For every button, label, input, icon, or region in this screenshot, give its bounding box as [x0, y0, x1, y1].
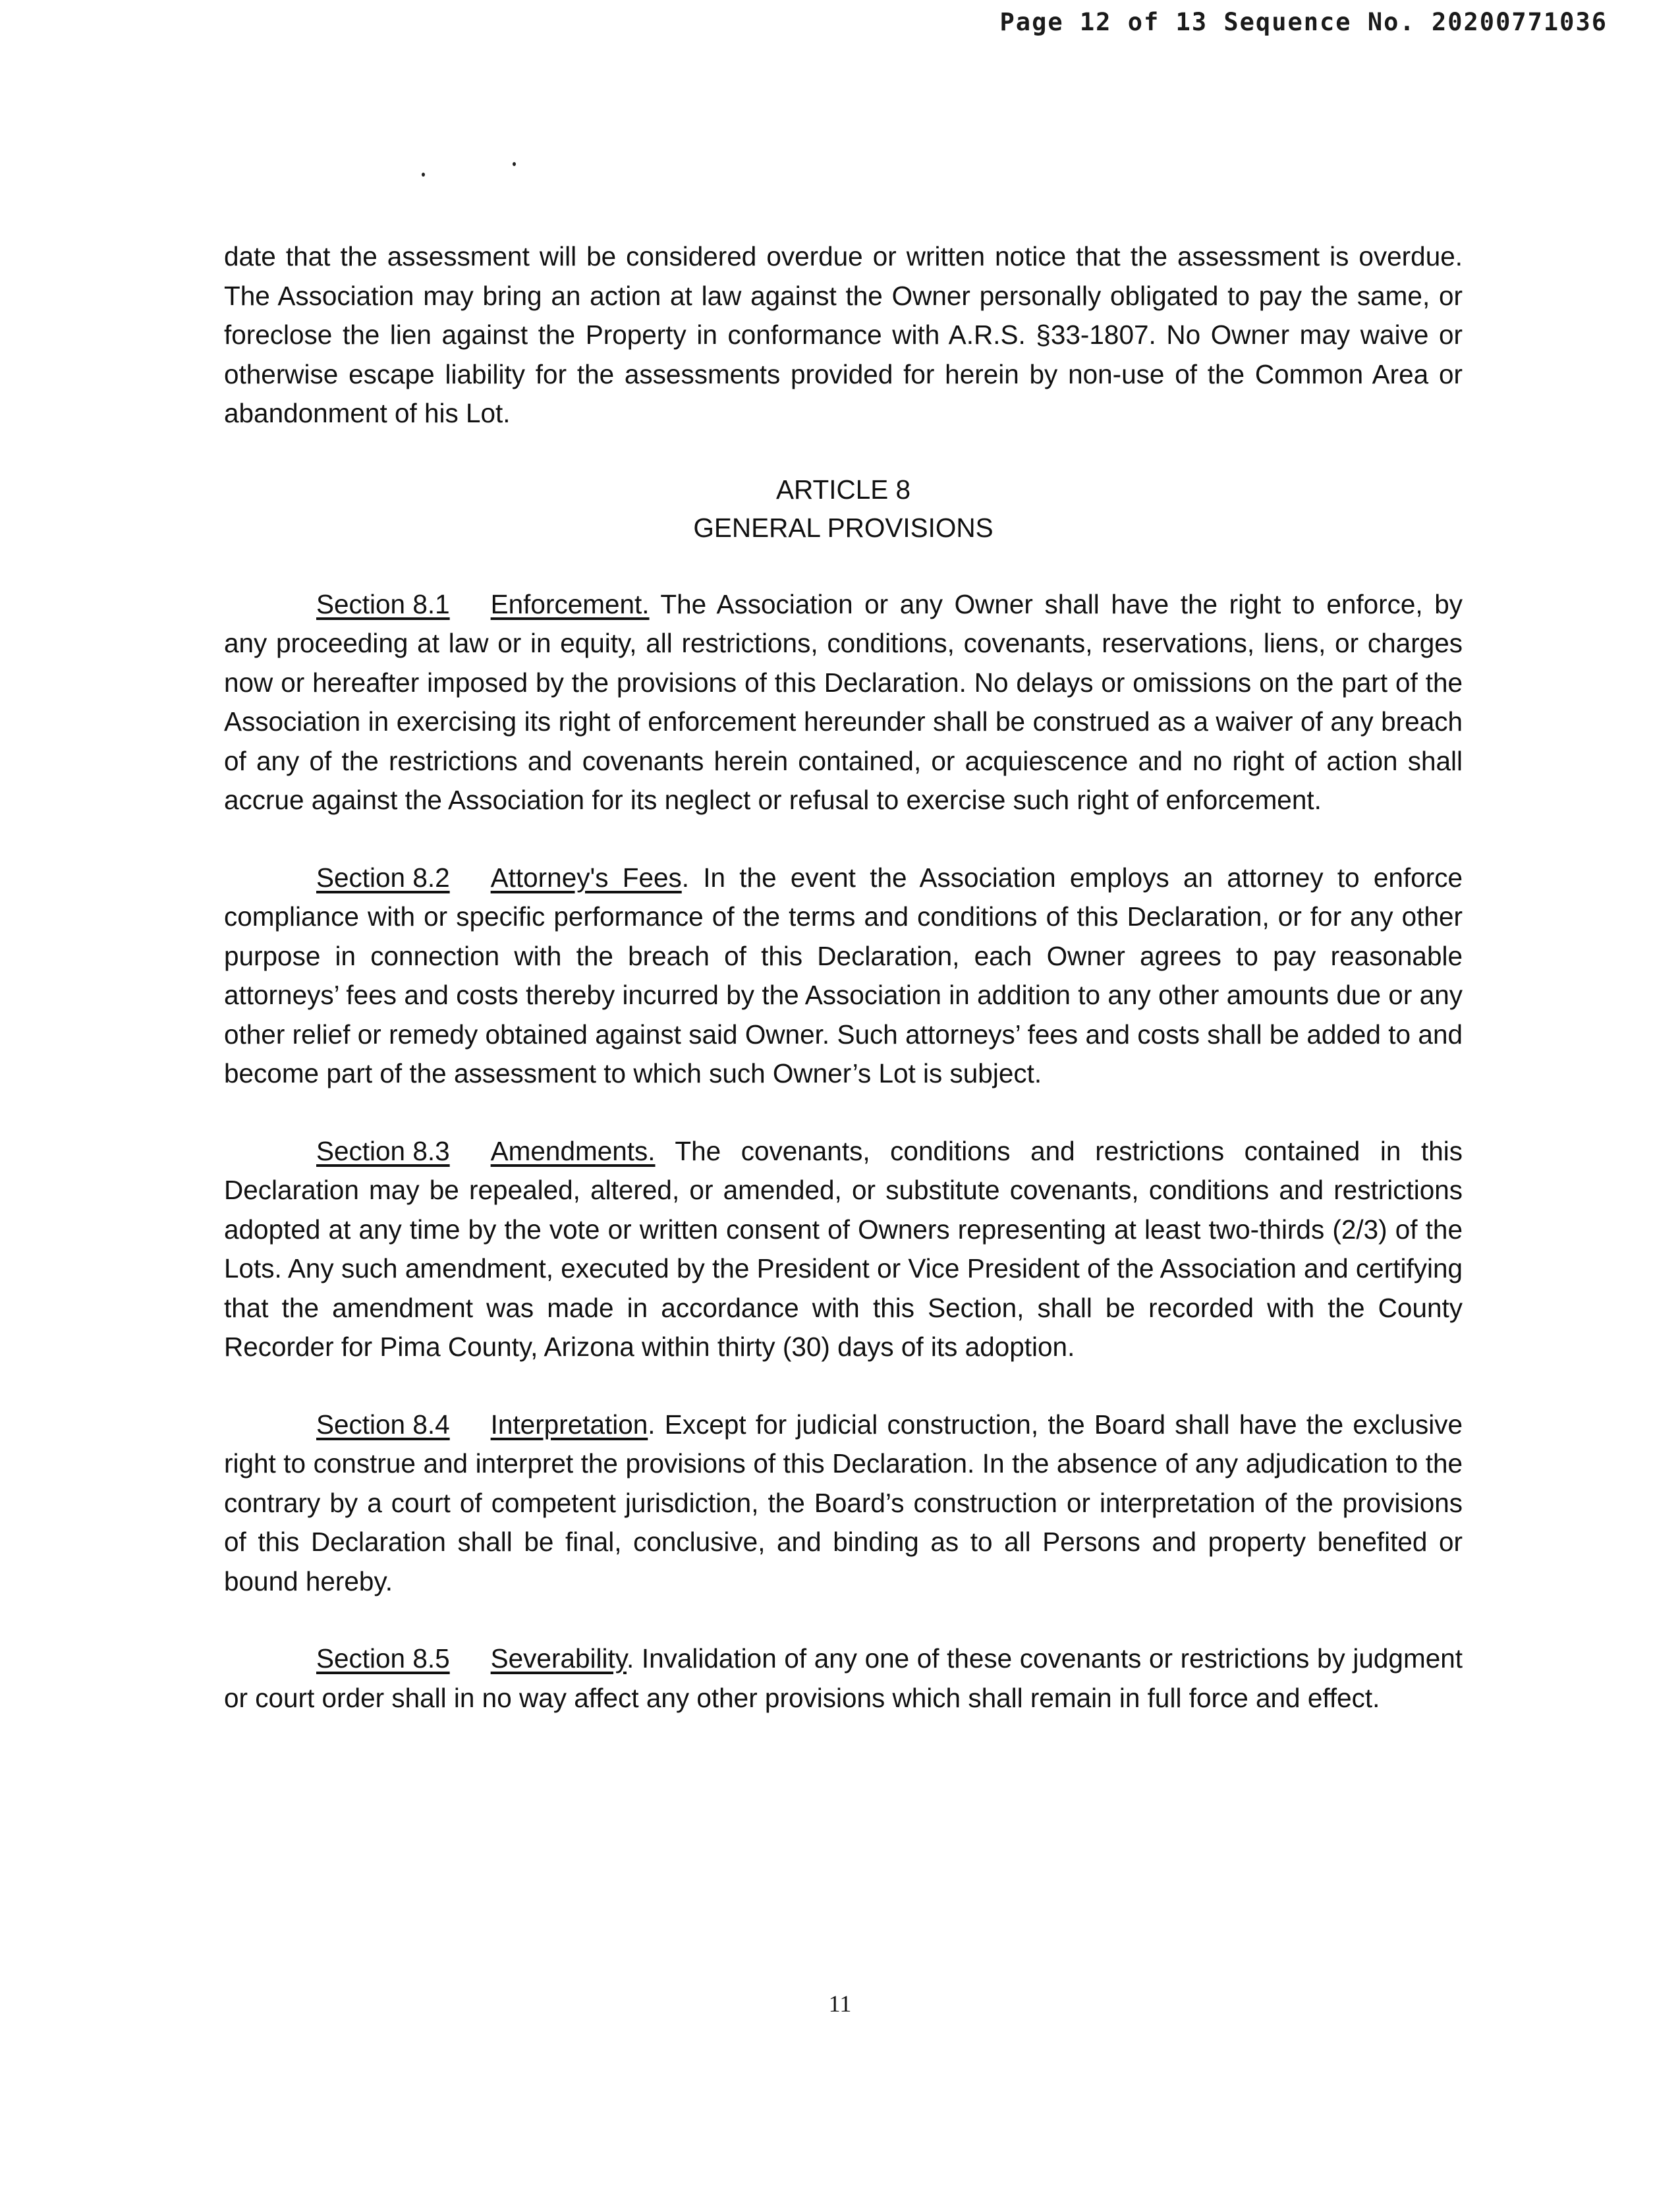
section-body: . Invalidation of any one of these covenants or restrictions by judgment or court order shall in no way affect any other provisions which shall remain in full force and effect. — [224, 1643, 1463, 1713]
section-title: Severability — [490, 1643, 627, 1674]
section-body: The covenants, conditions and restrictions contained in this Declaration may be repealed, altered, or amended, or substitute covenants, conditions and restrictions adopted at any time by the vote or written consent of Owners representing at least two-thirds (2/3) of the Lots. Any such amendment, executed by the President or Vice President of the Association and certifying that the amendment was made in accordance with this Section, shall be recorded with the County Recorder for Pima County, Arizona within thirty (30) days of its adoption. — [224, 1135, 1463, 1362]
article-heading — [224, 470, 1463, 547]
document-body — [224, 237, 1463, 1718]
section-body: The Association or any Owner shall have the right to enforce, by any proceeding at law or in equity, all restrictions, conditions, covenants, reservations, liens, or charges now or hereafter imposed by the provisions of this Declaration. No delays or omissions on the part of the Association in exercising its right of enforcement hereunder shall be construed as a waiver of any breach of any of the restrictions and covenants herein contained, or acquiescence and no right of action shall accrue against the Association for its neglect or refusal to exercise such right of enforcement. — [224, 588, 1463, 815]
section-8-3 — [224, 1132, 1463, 1367]
section-8-5 — [224, 1639, 1463, 1718]
section-number: Section 8.3 — [316, 1135, 450, 1166]
article-title: GENERAL PROVISIONS — [693, 512, 994, 543]
scan-speck — [513, 162, 516, 166]
section-number: Section 8.2 — [316, 862, 450, 893]
section-number: Section 8.1 — [316, 588, 450, 619]
intro-paragraph: date that the assessment will be considered overdue or written notice that the assessment is overdue. The Association may bring an action at law against the Owner personally obligated to pay the same, or foreclose the lien against the Property in conformance with A.R.S. §33-1807. No Owner may waive or otherwise escape liability for the assessments provided for herein by non-use of the Common Area or abandonment of his Lot. — [224, 241, 1463, 428]
section-title: Amendments. — [490, 1135, 656, 1166]
section-title: Attorney's Fees — [490, 862, 682, 893]
section-number: Section 8.4 — [316, 1409, 450, 1440]
section-8-2 — [224, 859, 1463, 1094]
section-body: . In the event the Association employs an attorney to enforce compliance with or specific performance of the terms and conditions of this Declaration, or for any other purpose in connection with the breach of this Declaration, each Owner agrees to pay reasonable attorneys’ fees and costs thereby incurred by the Association in addition to any other amounts due or any other relief or remedy obtained against said Owner. Such attorneys’ fees and costs shall be added to and become part of the assessment to which such Owner’s Lot is subject. — [224, 862, 1463, 1088]
page-number: 11 — [828, 1990, 852, 2017]
section-8-1 — [224, 585, 1463, 820]
article-number: ARTICLE 8 — [775, 474, 911, 505]
section-number: Section 8.5 — [316, 1643, 450, 1674]
section-8-4 — [224, 1405, 1463, 1602]
recording-page-stamp: Page 12 of 13 Sequence No. 20200771036 — [999, 8, 1608, 36]
scan-speck — [422, 173, 425, 177]
section-body: . Except for judicial construction, the Board shall have the exclusive right to construe and interpret the provisions of this Declaration. In the absence of any adjudication to the contrary by a court of competent jurisdiction, the Board’s construction or interpretation of the provisions of this Declaration shall be final, conclusive, and binding as to all Persons and property benefited or bound hereby. — [224, 1409, 1463, 1596]
section-title: Enforcement. — [490, 588, 650, 619]
section-title: Interpretation — [490, 1409, 648, 1440]
